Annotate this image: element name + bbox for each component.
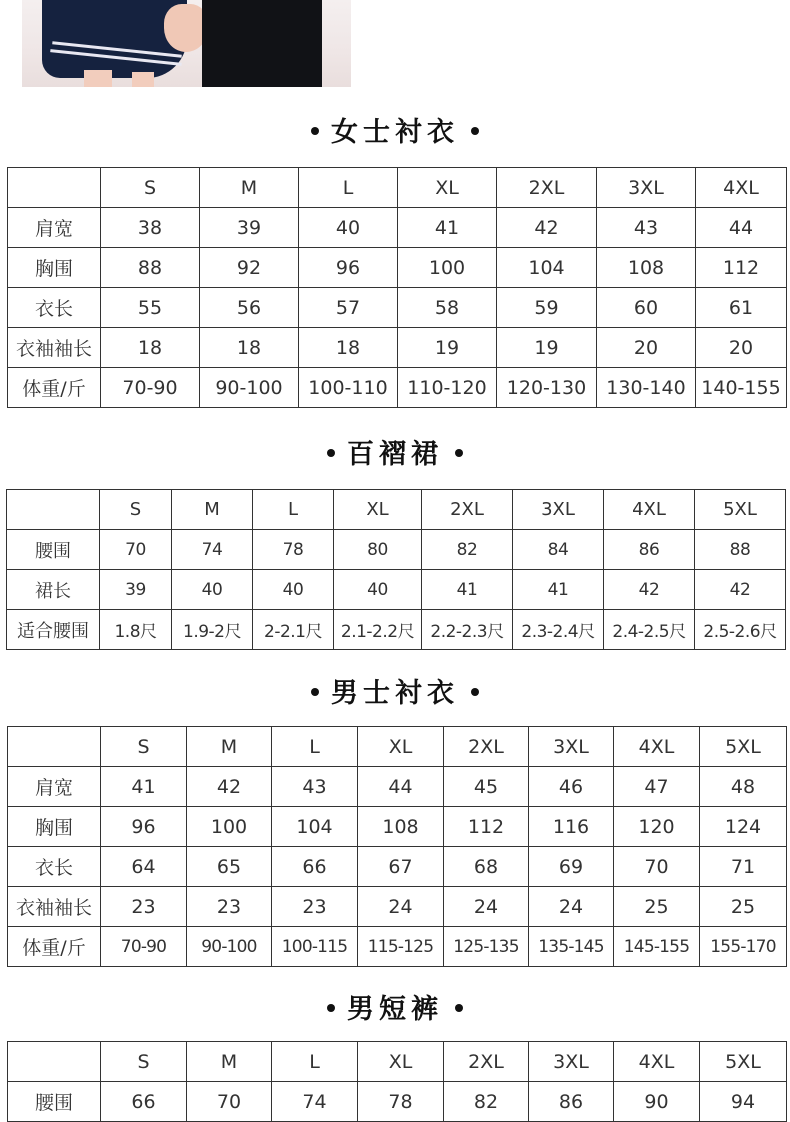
table-cell: 40 — [334, 570, 422, 610]
size-table-men-shorts — [7, 1041, 787, 1122]
table-cell: 70 — [614, 847, 700, 887]
table-cell: 2.4-2.5尺 — [604, 610, 695, 650]
table-cell: 20 — [696, 328, 787, 368]
table-cell: 65 — [187, 847, 272, 887]
size-header-cell: 5XL — [695, 490, 786, 530]
size-header-cell: S — [100, 490, 172, 530]
header-row — [8, 1042, 787, 1082]
size-header-cell: XL — [334, 490, 422, 530]
table-cell: 46 — [529, 767, 614, 807]
measurement-label: 适合腰围 — [7, 610, 100, 650]
size-header-cell: 5XL — [700, 727, 787, 767]
table-cell: 41 — [101, 767, 187, 807]
table-cell: 115-125 — [358, 927, 444, 967]
size-header-cell: S — [101, 727, 187, 767]
table-cell: 47 — [614, 767, 700, 807]
table-cell: 82 — [422, 530, 513, 570]
table-row — [8, 248, 787, 288]
table-cell: 120-130 — [497, 368, 597, 408]
table-cell: 23 — [101, 887, 187, 927]
measurement-label: 腰围 — [8, 1082, 101, 1122]
corner-cell — [8, 727, 101, 767]
table-cell: 69 — [529, 847, 614, 887]
table-cell: 86 — [529, 1082, 614, 1122]
table-cell: 42 — [497, 208, 597, 248]
table-cell: 116 — [529, 807, 614, 847]
table-cell: 130-140 — [597, 368, 696, 408]
table-cell: 125-135 — [444, 927, 529, 967]
table-cell: 74 — [272, 1082, 358, 1122]
table-cell: 2-2.1尺 — [253, 610, 334, 650]
size-header-cell: M — [200, 168, 299, 208]
size-header-cell: 4XL — [614, 1042, 700, 1082]
table-cell: 43 — [597, 208, 696, 248]
men-shorts-title-text: 男短裤 — [347, 994, 443, 1025]
table-cell: 100 — [187, 807, 272, 847]
section-title-pleated-skirt — [0, 432, 790, 471]
size-header-cell: 3XL — [529, 727, 614, 767]
bullet-dot — [327, 1004, 335, 1012]
table-cell: 42 — [187, 767, 272, 807]
bullet-dot — [327, 449, 335, 457]
table-cell: 18 — [299, 328, 398, 368]
table-cell: 41 — [398, 208, 497, 248]
table-row — [8, 887, 787, 927]
size-header-cell: 2XL — [422, 490, 513, 530]
table-cell: 88 — [695, 530, 786, 570]
table-cell: 1.8尺 — [100, 610, 172, 650]
size-header-cell: S — [101, 168, 200, 208]
table-cell: 44 — [358, 767, 444, 807]
table-cell: 68 — [444, 847, 529, 887]
table-cell: 38 — [101, 208, 200, 248]
size-header-cell: L — [253, 490, 334, 530]
table-cell: 112 — [444, 807, 529, 847]
leg — [84, 70, 112, 87]
table-cell: 70-90 — [101, 368, 200, 408]
table-cell: 66 — [101, 1082, 187, 1122]
table-cell: 39 — [100, 570, 172, 610]
table-cell: 2.5-2.6尺 — [695, 610, 786, 650]
measurement-label: 体重/斤 — [8, 927, 101, 967]
table-cell: 80 — [334, 530, 422, 570]
table-cell: 88 — [101, 248, 200, 288]
table-cell: 104 — [497, 248, 597, 288]
measurement-label: 衣长 — [8, 847, 101, 887]
table-cell: 41 — [422, 570, 513, 610]
black-trousers — [202, 0, 322, 87]
table-row — [7, 530, 786, 570]
table-cell: 104 — [272, 807, 358, 847]
table-cell: 24 — [444, 887, 529, 927]
table-cell: 70-90 — [101, 927, 187, 967]
table-cell: 40 — [172, 570, 253, 610]
table-cell: 56 — [200, 288, 299, 328]
table-row — [8, 368, 787, 408]
table-cell: 124 — [700, 807, 787, 847]
size-header-cell: L — [299, 168, 398, 208]
pleated-skirt-title-text: 百褶裙 — [347, 439, 443, 470]
bullet-dot — [471, 127, 479, 135]
table-cell: 58 — [398, 288, 497, 328]
table-cell: 78 — [358, 1082, 444, 1122]
header-row — [7, 490, 786, 530]
table-cell: 78 — [253, 530, 334, 570]
table-cell: 140-155 — [696, 368, 787, 408]
table-cell: 19 — [497, 328, 597, 368]
bullet-dot — [455, 1004, 463, 1012]
measurement-label: 衣长 — [8, 288, 101, 328]
table-cell: 18 — [101, 328, 200, 368]
table-cell: 24 — [529, 887, 614, 927]
size-header-cell: 3XL — [597, 168, 696, 208]
bullet-dot — [455, 449, 463, 457]
table-cell: 1.9-2尺 — [172, 610, 253, 650]
section-title-women-shirt — [0, 110, 790, 149]
table-cell: 145-155 — [614, 927, 700, 967]
table-row — [8, 288, 787, 328]
table-cell: 43 — [272, 767, 358, 807]
table-cell: 25 — [700, 887, 787, 927]
measurement-label: 裙长 — [7, 570, 100, 610]
size-table-women-shirt — [7, 167, 787, 408]
table-cell: 57 — [299, 288, 398, 328]
size-header-cell: 3XL — [513, 490, 604, 530]
table-cell: 19 — [398, 328, 497, 368]
measurement-label: 胸围 — [8, 807, 101, 847]
table-cell: 108 — [597, 248, 696, 288]
table-cell: 96 — [299, 248, 398, 288]
corner-cell — [8, 168, 101, 208]
size-table-men-shirt — [7, 726, 787, 967]
table-cell: 48 — [700, 767, 787, 807]
table-cell: 25 — [614, 887, 700, 927]
size-header-cell: M — [187, 727, 272, 767]
table-cell: 59 — [497, 288, 597, 328]
table-cell: 108 — [358, 807, 444, 847]
table-row — [8, 927, 787, 967]
corner-cell — [7, 490, 100, 530]
table-cell: 2.1-2.2尺 — [334, 610, 422, 650]
measurement-label: 衣袖袖长 — [8, 328, 101, 368]
table-cell: 23 — [272, 887, 358, 927]
table-cell: 100 — [398, 248, 497, 288]
table-cell: 94 — [700, 1082, 787, 1122]
table-cell: 90-100 — [187, 927, 272, 967]
size-header-cell: XL — [358, 1042, 444, 1082]
navy-pleated-skirt — [42, 0, 187, 78]
section-title-men-shorts — [0, 987, 790, 1026]
measurement-label: 胸围 — [8, 248, 101, 288]
table-cell: 86 — [604, 530, 695, 570]
women-shirt-title-text: 女士衬衣 — [331, 117, 459, 148]
table-cell: 66 — [272, 847, 358, 887]
table-cell: 112 — [696, 248, 787, 288]
table-row — [8, 767, 787, 807]
table-cell: 90-100 — [200, 368, 299, 408]
section-title-men-shirt — [0, 671, 790, 710]
measurement-label: 体重/斤 — [8, 368, 101, 408]
table-cell: 92 — [200, 248, 299, 288]
table-row — [7, 570, 786, 610]
table-cell: 71 — [700, 847, 787, 887]
size-header-cell: 2XL — [497, 168, 597, 208]
table-cell: 2.2-2.3尺 — [422, 610, 513, 650]
table-cell: 64 — [101, 847, 187, 887]
corner-cell — [8, 1042, 101, 1082]
table-cell: 40 — [253, 570, 334, 610]
size-header-cell: XL — [358, 727, 444, 767]
table-cell: 74 — [172, 530, 253, 570]
table-cell: 82 — [444, 1082, 529, 1122]
measurement-label: 衣袖袖长 — [8, 887, 101, 927]
table-cell: 44 — [696, 208, 787, 248]
table-cell: 100-110 — [299, 368, 398, 408]
size-header-cell: M — [187, 1042, 272, 1082]
table-cell: 155-170 — [700, 927, 787, 967]
table-cell: 45 — [444, 767, 529, 807]
measurement-label: 肩宽 — [8, 767, 101, 807]
size-header-cell: 4XL — [696, 168, 787, 208]
table-cell: 110-120 — [398, 368, 497, 408]
table-row — [8, 1082, 787, 1122]
size-header-cell: 4XL — [604, 490, 695, 530]
table-cell: 67 — [358, 847, 444, 887]
table-cell: 70 — [100, 530, 172, 570]
measurement-label: 肩宽 — [8, 208, 101, 248]
table-cell: 23 — [187, 887, 272, 927]
size-header-cell: XL — [398, 168, 497, 208]
bullet-dot — [311, 688, 319, 696]
size-header-cell: M — [172, 490, 253, 530]
table-cell: 61 — [696, 288, 787, 328]
leg — [132, 72, 154, 87]
table-cell: 120 — [614, 807, 700, 847]
table-cell: 100-115 — [272, 927, 358, 967]
size-table-pleated-skirt — [6, 489, 786, 650]
measurement-label: 腰围 — [7, 530, 100, 570]
table-row — [7, 610, 786, 650]
table-cell: 18 — [200, 328, 299, 368]
table-cell: 42 — [604, 570, 695, 610]
size-header-cell: L — [272, 727, 358, 767]
table-cell: 84 — [513, 530, 604, 570]
size-header-cell: 5XL — [700, 1042, 787, 1082]
header-row — [8, 727, 787, 767]
bullet-dot — [471, 688, 479, 696]
bullet-dot — [311, 127, 319, 135]
table-cell: 70 — [187, 1082, 272, 1122]
size-header-cell: 3XL — [529, 1042, 614, 1082]
table-cell: 135-145 — [529, 927, 614, 967]
table-row — [8, 807, 787, 847]
table-cell: 55 — [101, 288, 200, 328]
table-cell: 60 — [597, 288, 696, 328]
size-header-cell: 2XL — [444, 1042, 529, 1082]
table-cell: 24 — [358, 887, 444, 927]
size-header-cell: 2XL — [444, 727, 529, 767]
model-photo — [22, 0, 351, 87]
table-cell: 41 — [513, 570, 604, 610]
table-row — [8, 208, 787, 248]
size-header-cell: S — [101, 1042, 187, 1082]
table-cell: 2.3-2.4尺 — [513, 610, 604, 650]
table-cell: 40 — [299, 208, 398, 248]
header-row — [8, 168, 787, 208]
table-row — [8, 847, 787, 887]
table-row — [8, 328, 787, 368]
table-cell: 42 — [695, 570, 786, 610]
table-cell: 90 — [614, 1082, 700, 1122]
table-cell: 96 — [101, 807, 187, 847]
size-header-cell: L — [272, 1042, 358, 1082]
men-shirt-title-text: 男士衬衣 — [331, 678, 459, 709]
size-header-cell: 4XL — [614, 727, 700, 767]
table-cell: 39 — [200, 208, 299, 248]
table-cell: 20 — [597, 328, 696, 368]
